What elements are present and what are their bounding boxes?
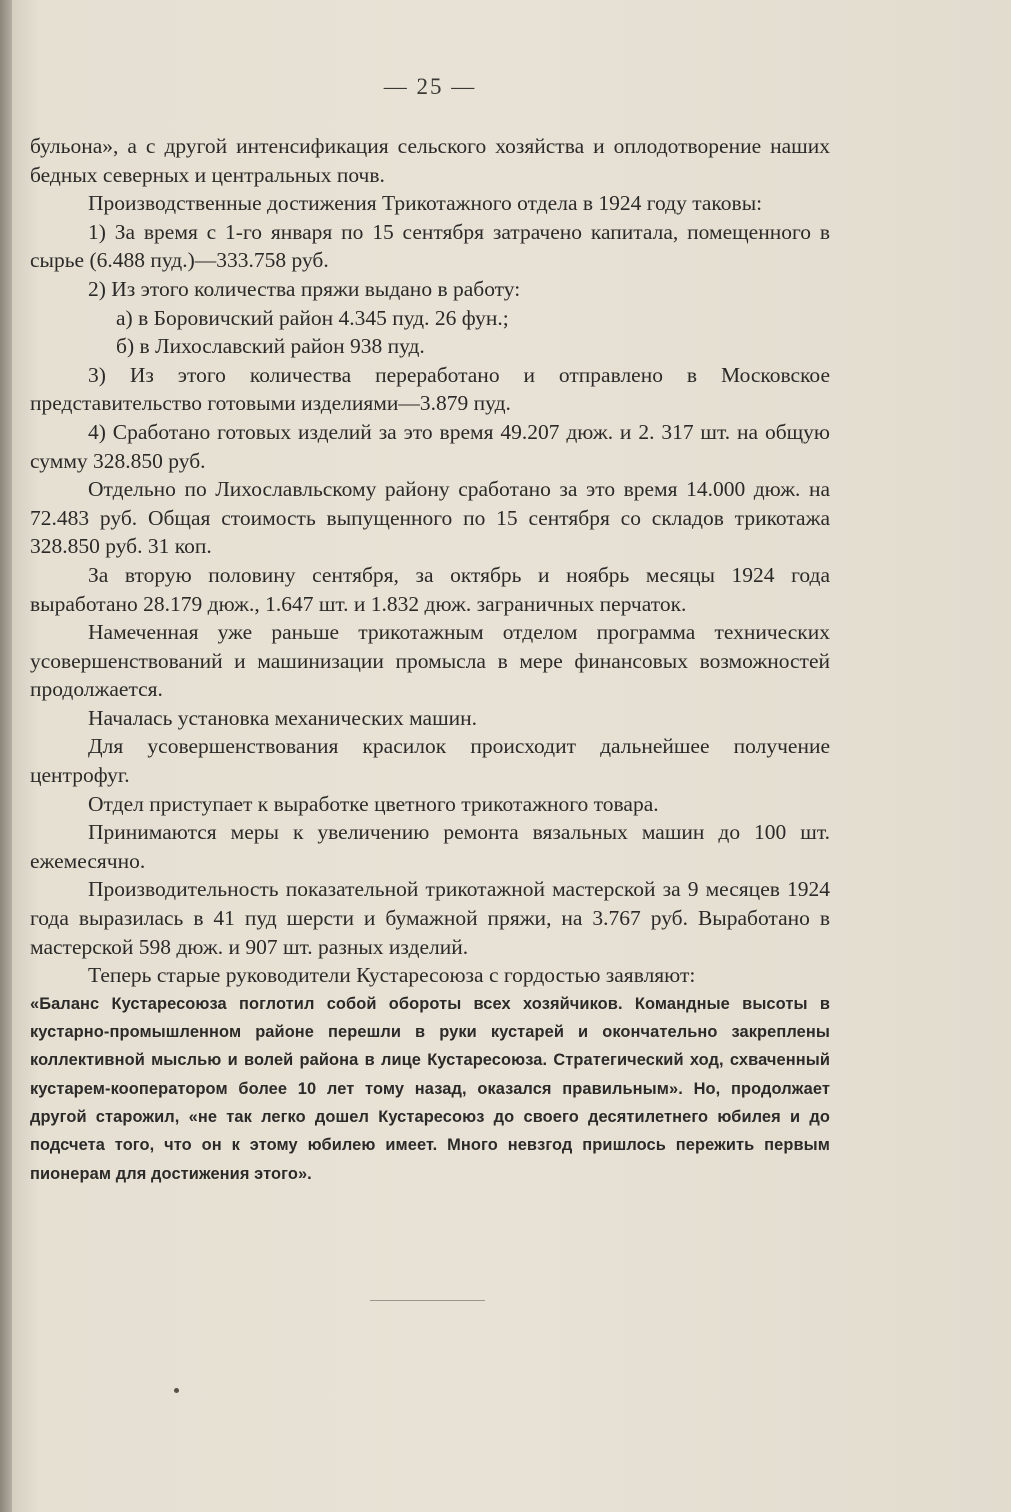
section-divider — [370, 1300, 485, 1301]
paragraph: Отдельно по Лихославльскому району сработано за это время 14.000 дюж. на 72.483 руб. Общая стоимость выпущенного по 15 сентября со складов трикотажа 328.850 руб. 31 коп. — [30, 477, 830, 559]
paragraph: Для усовершенствования красилок происходит дальнейшее получение центрофуг. — [30, 734, 830, 788]
paragraph: бульона», а с другой интенсификация сельского хозяйства и оплодотворение наших бедных северных и центральных почв. — [30, 134, 830, 187]
paragraph: 4) Сработано готовых изделий за это время 49.207 дюж. и 2. 317 шт. на общую сумму 328.850 руб. — [30, 419, 830, 473]
paragraph: Началась установка механических машин. — [88, 705, 478, 730]
paragraph: а) в Боровичский район 4.345 пуд. 26 фун.; — [116, 305, 509, 330]
quote-paragraph: «Баланс Кустаресоюза поглотил собой обороты всех хозяйчиков. Командные высоты в кустарно-промышленном районе перешли в руки кустарей и окончательно закреплены коллективной мыслью и волей района в лице Кустаресоюза. Стратегический ход, схваченный кустарем-кооператором более 10 лет тому назад, оказался правильным». Но, продолжает другой старожил, «не так легко дошел Кустаресоюз до своего десятилетнего юбилея и до подсчета того, что он к этому юбилею имеет. Много невзгод пришлось пережить первым пионерам для достижения этого». — [30, 994, 830, 1183]
paragraph: Теперь старые руководители Кустаресоюза с гордостью заявляют: — [88, 963, 696, 988]
page-binding-edge — [0, 0, 12, 1512]
paragraph: б) в Лихославский район 938 пуд. — [116, 334, 425, 359]
paragraph: 1) За время с 1-го января по 15 сентября затрачено капитала, помещенного в сырье (6.488 пуд.)—333.758 руб. — [30, 219, 830, 273]
paragraph: Производственные достижения Трикотажного отдела в 1924 году таковы: — [88, 191, 763, 216]
paragraph: За вторую половину сентября, за октябрь и ноябрь месяцы 1924 года выработано 28.179 дюж., 1.647 шт. и 1.832 дюж. заграничных перчаток. — [30, 562, 830, 616]
paragraph: Намеченная уже раньше трикотажным отделом программа технических усовершенствований и машинизации промысла в мере финансовых возможностей продолжается. — [30, 620, 830, 702]
paragraph: Принимаются меры к увеличению ремонта вязальных машин до 100 шт. ежемесячно. — [30, 820, 830, 873]
paragraph: Производительность показательной трикотажной мастерской за 9 месяцев 1924 года выразилась в 41 пуд шерсти и бумажной пряжи, на 3.767 руб. Выработано в мастерской 598 дюж. и 907 шт. разных изделий. — [30, 877, 830, 959]
page-body — [30, 132, 830, 1188]
paragraph: 3) Из этого количества переработано и отправлено в Московское представительство готовыми изделиями—3.879 пуд. — [30, 362, 830, 416]
page-number: — 25 — — [383, 74, 477, 99]
paragraph: 2) Из этого количества пряжи выдано в работу: — [88, 276, 521, 301]
paragraph: Отдел приступает к выработке цветного трикотажного товара. — [88, 791, 659, 816]
ink-speck — [174, 1388, 179, 1393]
